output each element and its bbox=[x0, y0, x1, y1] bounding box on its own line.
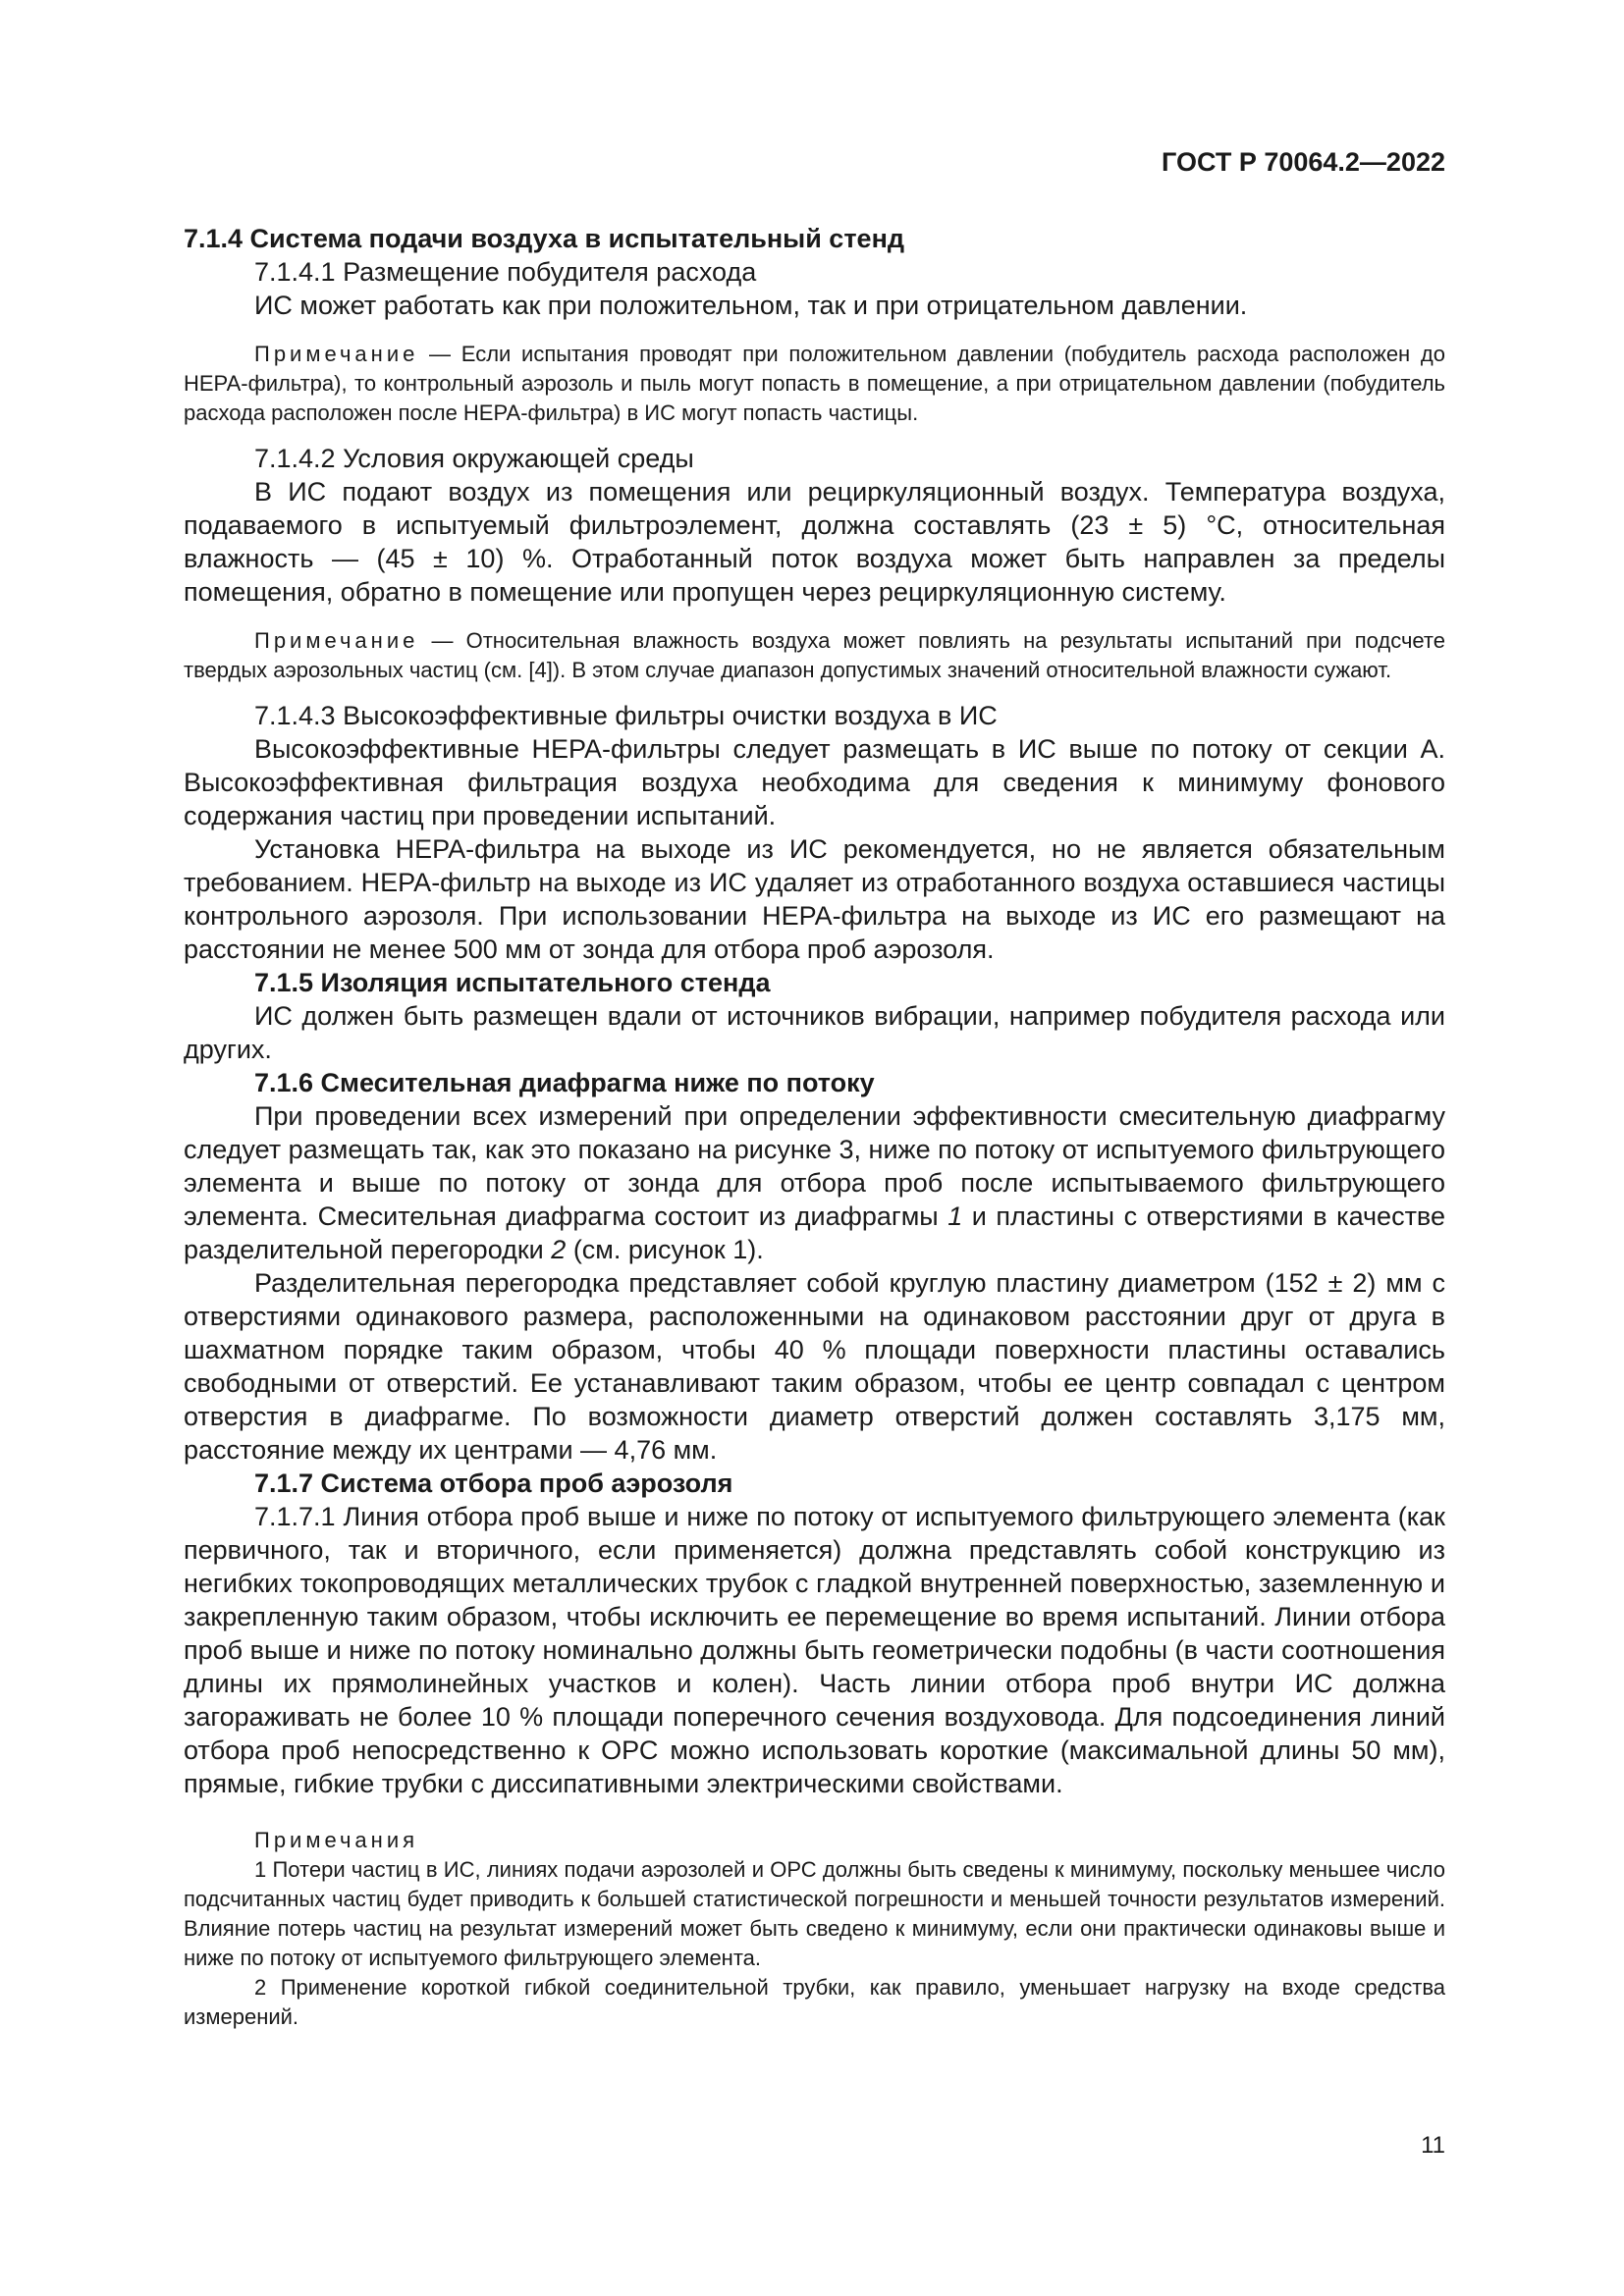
section-7-1-6-text-2: Разделительная перегородка представляет собой круглую пластину диаметром (152 ± 2) мм с отверстиями одинакового размера, расположенными на одинаковом расстоянии друг от друга в шахматном порядке таким образом, чтобы 40 % площади поверхности пластины оставались свободными от отверстий. Ее устанавливают таким образом, чтобы ее центр совпадал с центром отверстия в диафрагме. По возможности диаметр отверстий должен составлять 3,175 мм, расстояние между их центрами — 4,76 мм. bbox=[184, 1268, 1445, 1465]
section-7-1-4-title: 7.1.4 Система подачи воздуха в испытательный стенд bbox=[184, 224, 905, 253]
section-7-1-4-3-title: 7.1.4.3 Высокоэффективные фильтры очистки воздуха в ИС bbox=[254, 701, 998, 730]
section-7-1-4-2-text: В ИС подают воздух из помещения или рециркуляционный воздух. Температура воздуха, подаваемого в испытуемый фильтроэлемент, должна составлять (23 ± 5) °С, относительная влажность — (45 ± 10) %. Отработанный поток воздуха может быть направлен за пределы помещения, обратно в помещение или пропущен через рециркуляционную систему. bbox=[184, 477, 1445, 607]
section-7-1-7-1-text: 7.1.7.1 Линия отбора проб выше и ниже по потоку от испытуемого фильтрующего элемента (как первичного, так и вторичного, если применяется) должна представлять собой конструкцию из негибких токопроводящих металлических трубок с гладкой внутренней поверхностью, заземленную и закрепленную таким образом, чтобы исключить ее перемещение во время испытаний. Линии отбора проб выше и ниже по потоку номинально должны быть геометрически подобны (в части соотношения длины их прямолинейных участков и колен). Часть линии отбора проб внутри ИС должна загораживать не более 10 % площади поперечного сечения воздуховода. Для подсоединения линий отбора проб непосредственно к ОРС можно использовать короткие (максимальной длины 50 мм), прямые, гибкие трубки с диссипативными электрическими свойствами. bbox=[184, 1502, 1445, 1798]
section-7-1-6-title: 7.1.6 Смесительная диафрагма ниже по потоку bbox=[254, 1068, 875, 1097]
note-text: — Относительная влажность воздуха может повлиять на результаты испытаний при подсчете твердых аэрозольных частиц (см. [4]). В этом случае диапазон допустимых значений относительной влажности сужают. bbox=[184, 628, 1445, 682]
section-7-1-4-1-title: 7.1.4.1 Размещение побудителя расхода bbox=[254, 257, 757, 287]
note-text: — Если испытания проводят при положительном давлении (побудитель расхода расположен до HEPA-фильтра), то контрольный аэрозоль и пыль могут попасть в помещение, а при отрицательном давлении (побудитель расхода расположен после HEPA-фильтра) в ИС могут попасть частицы. bbox=[184, 342, 1445, 425]
note-item-2: 2 Применение короткой гибкой соединительной трубки, как правило, уменьшает нагрузку на входе средства измерений. bbox=[184, 1975, 1445, 2029]
text-run: (см. рисунок 1). bbox=[566, 1235, 764, 1264]
figure-ref-diaphragm: 1 bbox=[947, 1201, 963, 1231]
figure-ref-plate: 2 bbox=[551, 1235, 567, 1264]
page-content bbox=[184, 222, 1445, 2032]
document-id: ГОСТ Р 70064.2—2022 bbox=[1162, 147, 1445, 177]
section-7-1-4-3-text-1: Высокоэффективные HEPA-фильтры следует размещать в ИС выше по потоку от секции А. Высокоэффективная фильтрация воздуха необходима для сведения к минимуму фонового содержания частиц при проведении испытаний. bbox=[184, 734, 1445, 830]
page-number: 11 bbox=[1421, 2132, 1445, 2159]
section-7-1-4-1-text: ИС может работать как при положительном, так и при отрицательном давлении. bbox=[254, 291, 1248, 320]
notes-title: Примечания bbox=[254, 1828, 419, 1852]
note-item-1: 1 Потери частиц в ИС, линиях подачи аэрозолей и ОРС должны быть сведены к минимуму, поскольку меньшее число подсчитанных частиц будет приводить к большей статистической погрешности и меньшей точности результатов измерений. Влияние потерь частиц на результат измерений может быть сведено к минимуму, если они практически одинаковы выше и ниже по потоку от испытуемого фильтрующего элемента. bbox=[184, 1857, 1445, 1970]
section-7-1-4-2-title: 7.1.4.2 Условия окружающей среды bbox=[254, 444, 694, 473]
section-7-1-7-title: 7.1.7 Система отбора проб аэрозоля bbox=[254, 1468, 733, 1498]
note-7-1-4-1 bbox=[184, 340, 1445, 428]
note-label: Примечание bbox=[254, 342, 419, 366]
note-label: Примечание bbox=[254, 628, 419, 653]
text-run: При проведении всех измерений при определении эффективности смесительную диафрагму следует размещать так, как это показано на рисунке 3, ниже по потоку от испытуемого фильтрующего элемента и выше по потоку от зонда для отбора проб после испытываемого фильтрующего элемента. Смесительная диафрагма состоит из диафрагмы bbox=[184, 1101, 1445, 1231]
section-7-1-6-text-1 bbox=[184, 1099, 1445, 1266]
section-7-1-5-text: ИС должен быть размещен вдали от источников вибрации, например побудителя расхода или других. bbox=[184, 1001, 1445, 1064]
section-7-1-5-title: 7.1.5 Изоляция испытательного стенда bbox=[254, 968, 771, 997]
section-7-1-4-3-text-2: Установка HEPA-фильтра на выходе из ИС рекомендуется, но не является обязательным требованием. HEPA-фильтр на выходе из ИС удаляет из отработанного воздуха оставшиеся частицы контрольного аэрозоля. При использовании HEPA-фильтра на выходе из ИС его размещают на расстоянии не менее 500 мм от зонда для отбора проб аэрозоля. bbox=[184, 834, 1445, 964]
text-run: и пластины с отверстиями в качестве разделительной перегородки bbox=[184, 1201, 1445, 1264]
note-7-1-4-2 bbox=[184, 626, 1445, 685]
